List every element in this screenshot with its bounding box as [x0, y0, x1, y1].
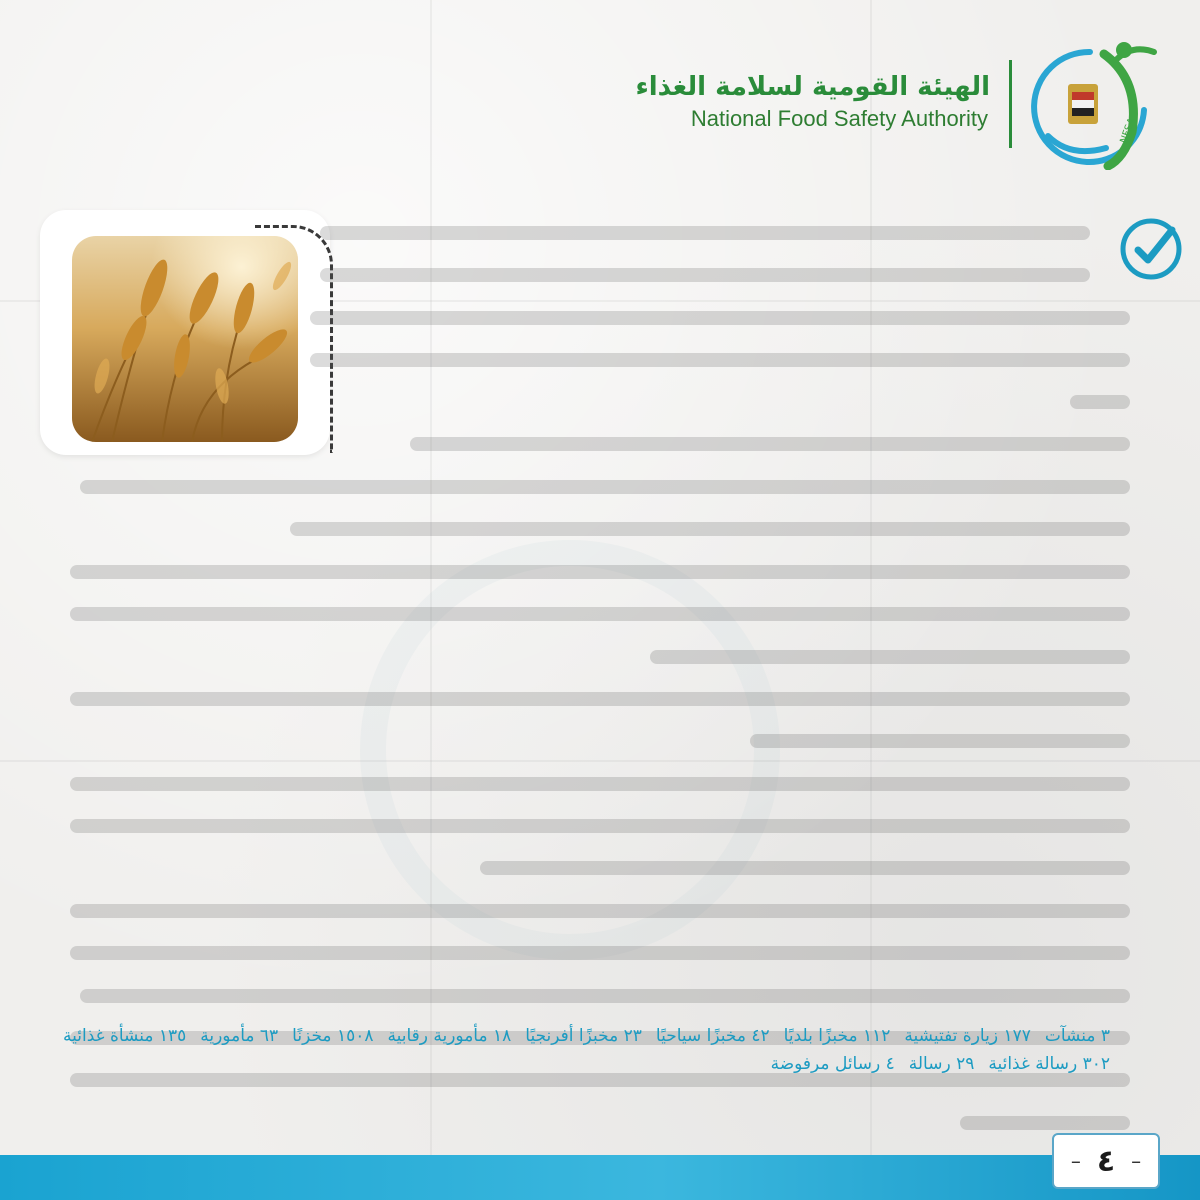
highlight-figure: ٤٢ مخبزًا سياحيًا	[655, 1026, 770, 1046]
text-line	[70, 692, 1130, 706]
header	[580, 40, 1180, 180]
text-line	[320, 226, 1090, 240]
nfsa-logo-text: NFSA	[1118, 116, 1138, 146]
wheat-photo	[72, 236, 298, 442]
brand-name-english: National Food Safety Authority	[690, 106, 988, 131]
text-line	[70, 777, 1130, 791]
footer-bar	[0, 1155, 1200, 1200]
text-line	[320, 268, 1090, 282]
highlight-figure: ٢٣ مخبزًا أفرنجيًا	[525, 1026, 642, 1046]
brand-divider	[1009, 60, 1012, 148]
highlight-figure: ٣٠٢ رسالة غذائية	[988, 1054, 1110, 1074]
text-line	[70, 904, 1130, 918]
highlight-figure: ٤ رسائل مرفوضة	[770, 1054, 895, 1074]
highlight-figure: ١٣٥ منشأة غذائية	[63, 1026, 187, 1046]
text-line	[70, 1073, 1130, 1087]
highlight-figure: ١٨ مأمورية رقابية	[387, 1026, 512, 1046]
highlight-figure: ٢٩ رسالة	[908, 1054, 975, 1074]
text-line	[480, 861, 1130, 875]
highlight-figure: ١١٢ مخبزًا بلديًا	[783, 1026, 891, 1046]
text-line	[1070, 395, 1130, 409]
page-number: ٤	[1096, 1143, 1116, 1179]
page-dash-left: –	[1070, 1149, 1081, 1173]
text-line	[80, 480, 1130, 494]
text-line	[310, 353, 1130, 367]
text-line	[410, 437, 1130, 451]
paper-fold	[870, 0, 872, 1200]
text-line	[290, 522, 1130, 536]
page-dash-right: –	[1131, 1149, 1142, 1173]
page-number-box	[1052, 1133, 1160, 1189]
logo-watermark	[360, 540, 780, 960]
check-circle-icon	[1118, 216, 1184, 282]
highlight-figure: ٦٣ مأمورية	[200, 1026, 279, 1046]
text-line	[70, 565, 1130, 579]
text-line	[650, 650, 1130, 664]
highlighted-figures	[50, 1026, 1110, 1074]
nfsa-logo-icon	[1020, 40, 1160, 170]
text-line	[70, 819, 1130, 833]
brand-name-arabic: الهيئة القومية لسلامة الغذاء	[635, 72, 990, 102]
highlight-figure: ١٧٧ زيارة تفتيشية	[904, 1026, 1031, 1046]
highlight-figure: ١٥٠٨ مخزنًا	[292, 1026, 374, 1046]
text-line	[750, 734, 1130, 748]
text-line	[70, 607, 1130, 621]
text-line	[80, 989, 1130, 1003]
highlight-figure: ٣ منشآت	[1044, 1026, 1110, 1046]
text-line	[70, 946, 1130, 960]
text-line	[310, 311, 1130, 325]
text-line	[960, 1116, 1130, 1130]
